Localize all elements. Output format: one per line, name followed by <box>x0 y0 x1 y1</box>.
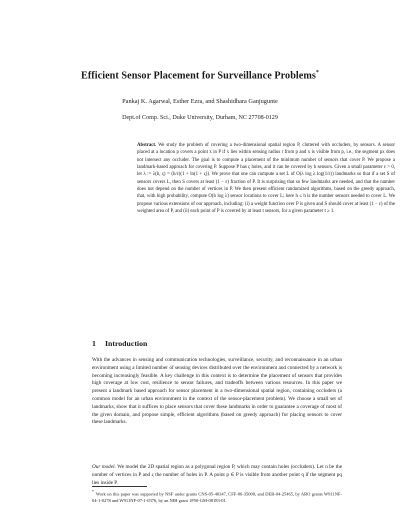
section-heading-introduction <box>92 339 147 348</box>
paper-title-text: Efficient Sensor Placement for Surveillance Problems <box>81 70 316 82</box>
abstract-label: Abstract. <box>137 143 157 148</box>
model-label: Our model. <box>92 464 116 470</box>
model-paragraph <box>92 464 342 487</box>
intro-paragraph: With the advances in sensing and communication technologies, surveillance, security, and reconnaissance in an urban environment using a limited number of sensing devices distributed over the environment and connected by a network is becoming increasingly feasible. A key challenge in this context is to determine the placement of sensors that provides high coverage at low cost, resilience to sensor failures, and tradeoffs between various resources. In this paper we present a landmark based approach for sensor placement in a two-dimensional spatial region, containing occluders (a common model for an urban environment in the context of the sensor-placement problem). We choose a small set of landmarks, show that it suffices to place sensors that cover these landmarks in order to guarantee a coverage of most of the given domain, and propose simple, efficient algorithms (based on greedy approach) for placing sensors to cover these landmarks. <box>92 357 342 426</box>
section-number: 1 <box>92 339 96 348</box>
paper-title <box>0 70 400 81</box>
footnote-mark: * <box>92 490 94 494</box>
author-list: Pankaj K. Agarwal, Esther Ezra, and Shashidhara Ganjugunte <box>122 98 278 105</box>
section-title: Introduction <box>105 339 148 348</box>
footnote <box>92 489 342 504</box>
title-footnote-mark: * <box>315 70 319 76</box>
abstract-block <box>137 142 395 215</box>
footnote-text: Work on this paper was supported by NSF under grants CNS-05-40347, CFF-06-35000, and DEB-04-25465, by ARO grants W911NF-04-1-0278 and W911NF-07-1-0376, by an NIH grant 1P50-GM-08183-01. <box>92 491 342 503</box>
model-text: We model the 2D spatial region as a polygonal region P, which may contain holes (occluders). Let n be the number of vertices in P and ς the number of holes in P. A point p ∈ P is visible from another point q if the segment pq lies inside P. <box>92 464 342 486</box>
affiliation: Dept.of Comp. Sci., Duke University, Durham, NC 27708-0129 <box>122 115 278 121</box>
footnote-divider <box>92 486 147 487</box>
abstract-text: We study the problem of covering a two-dimensional spatial region P, cluttered with occluders, by sensors. A sensor placed at a location p covers a point x in P if x lies within sensing radius r from p and x is visible from p, i.e., the segment px does not intersect any occluder. The goal is to compute a placement of the minimum number of sensors that cover P. We propose a landmark-based approach for covering P. Suppose P has ς holes, and it can be covered by h sensors. Given a small parameter ε > 0, let λ := λ(h, ς) = (h/ε)(1 + ln(1 + ς)). We prove that one can compute a set L of O(λ log λ log(1/ε)) landmarks so that if a set S of sensors covers L, then S covers at least (1 − ε) fraction of P. It is surprising that so few landmarks are needed, and that the number does not depend on the number of vertices in P. We then present efficient randomized algorithms, based on the greedy approach, that, with high probability, compute O(h log λ) sensor locations to cover L; here h ≤ h is the number sensors needed to cover L. We propose various extensions of our approach, including: (i) a weight function over P is given and S should cover at least (1 − ε) of the weighted area of P, and (ii) each point of P is covered by at least t sensors, for a given parameter t ≥ 1. <box>137 143 396 215</box>
